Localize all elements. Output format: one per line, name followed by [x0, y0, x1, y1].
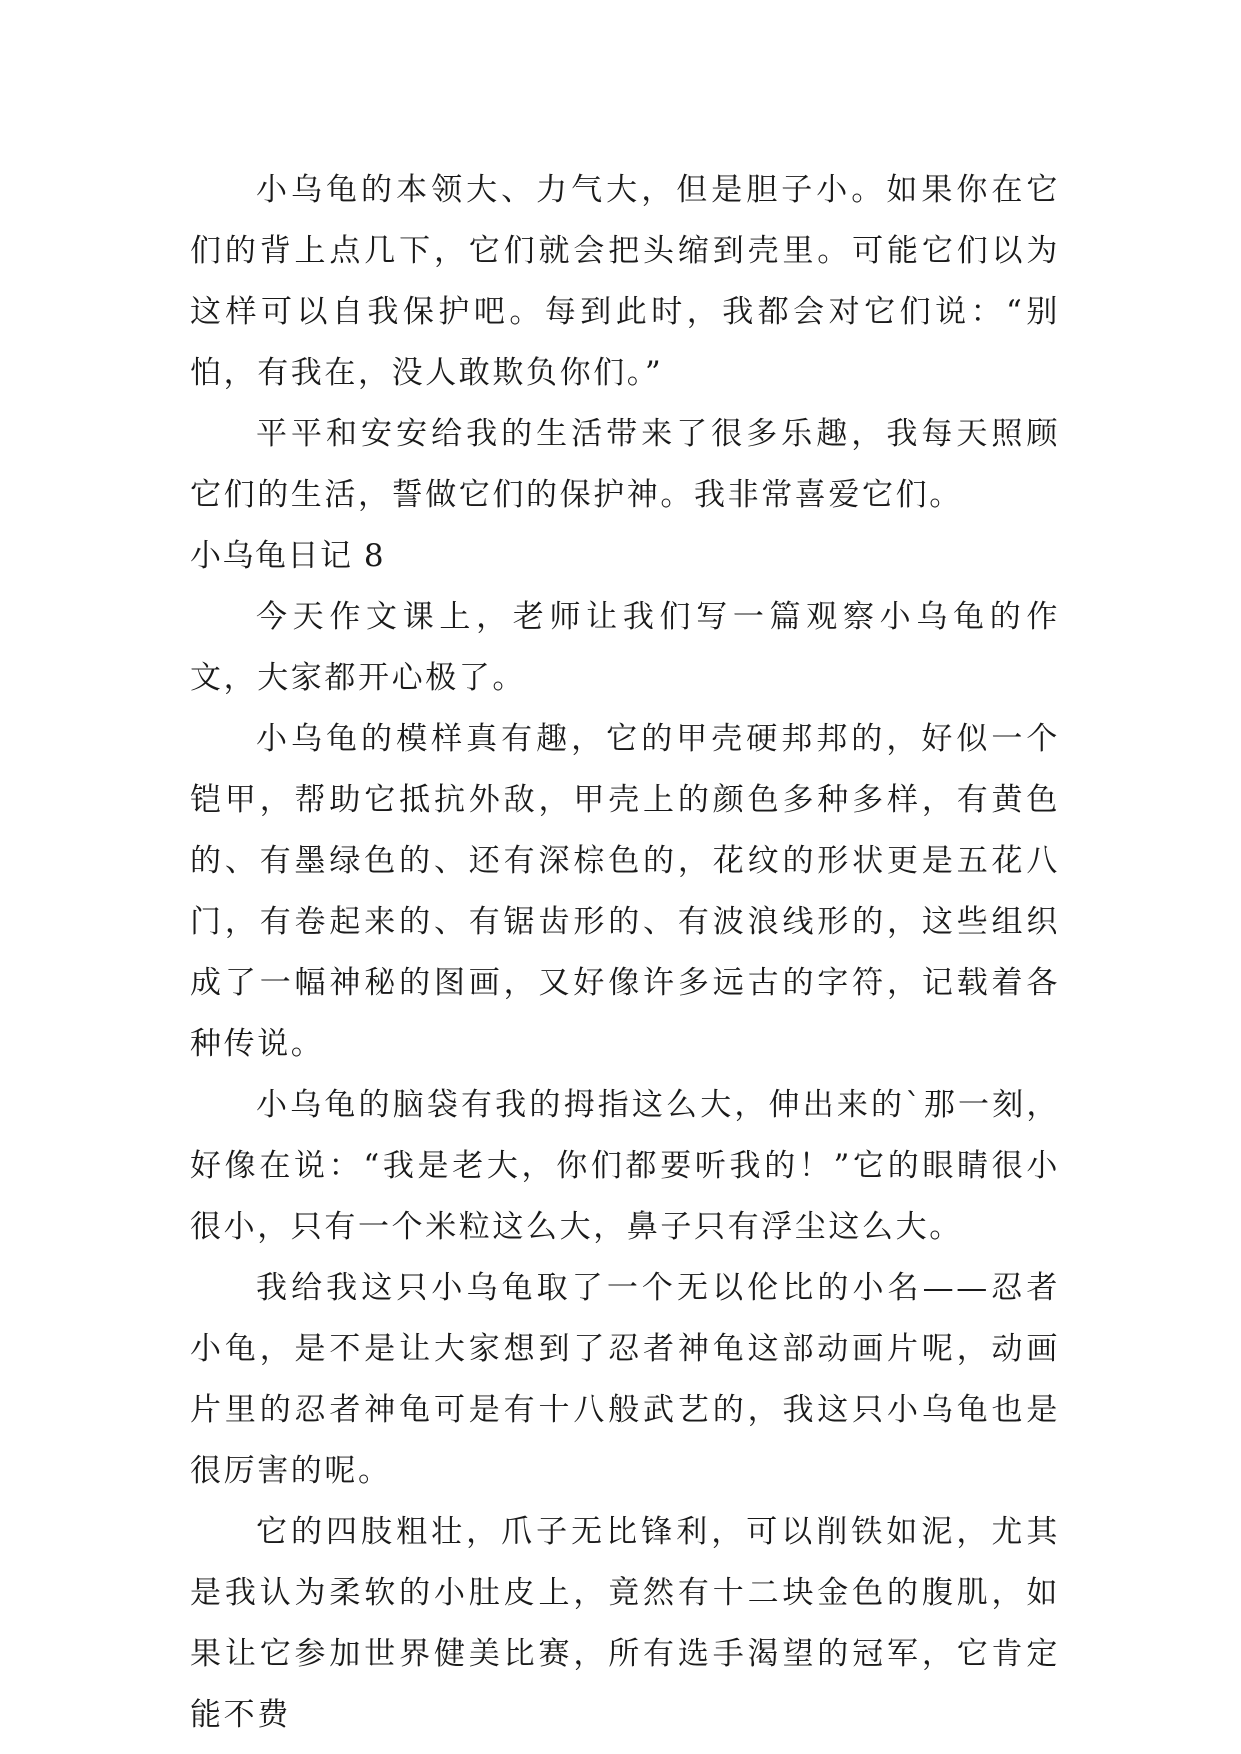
paragraph-head-description: 小乌龟的脑袋有我的拇指这么大，伸出来的`那一刻，好像在说：“我是老大，你们都要听我的！”它的眼睛很小很小，只有一个米粒这么大，鼻子只有浮尘这么大。	[190, 1087, 1060, 1245]
paragraph-limbs-description: 它的四肢粗壮，爪子无比锋利，可以削铁如泥，尤其是我认为柔软的小肚皮上，竟然有十二块金色的腹肌，如果让它参加世界健美比赛，所有选手渴望的冠军，它肯定能不费	[190, 1514, 1060, 1733]
paragraph-turtle-timid: 小乌龟的本领大、力气大，但是胆子小。如果你在它们的背上点几下，它们就会把头缩到壳里。可能它们以为这样可以自我保护吧。每到此时，我都会对它们说：“别怕，有我在，没人敢欺负你们。”	[190, 172, 1060, 391]
paragraph-nickname: 我给我这只小乌龟取了一个无以伦比的小名——忍者小龟，是不是让大家想到了忍者神龟这部动画片呢，动画片里的忍者神龟可是有十八般武艺的，我这只小乌龟也是很厉害的呢。	[190, 1270, 1060, 1489]
paragraph-composition-class: 今天作文课上，老师让我们写一篇观察小乌龟的作文，大家都开心极了。	[190, 599, 1060, 696]
paragraph-turtle-joy: 平平和安安给我的生活带来了很多乐趣，我每天照顾它们的生活，誓做它们的保护神。我非常喜爱它们。	[190, 416, 1060, 513]
paragraph-shell-description: 小乌龟的模样真有趣，它的甲壳硬邦邦的，好似一个铠甲，帮助它抵抗外敌，甲壳上的颜色多种多样，有黄色的、有墨绿色的、还有深棕色的，花纹的形状更是五花八门，有卷起来的、有锯齿形的、有波浪线形的，这些组织成了一幅神秘的图画，又好像许多远古的字符，记载着各种传说。	[190, 721, 1060, 1062]
section-heading: 小乌龟日记 8	[190, 538, 386, 574]
document-body	[190, 160, 1060, 1746]
